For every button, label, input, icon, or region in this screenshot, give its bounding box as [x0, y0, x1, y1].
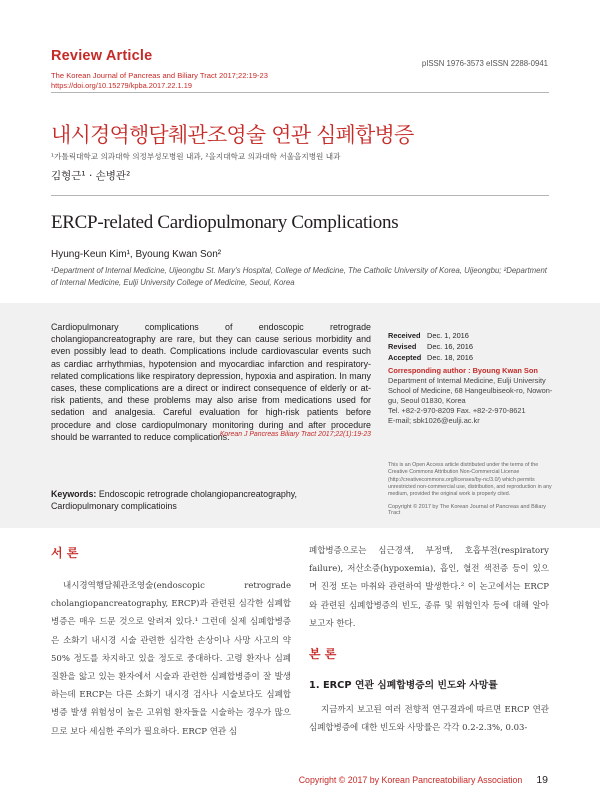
korean-title: 내시경역행담췌관조영술 연관 심폐합병증: [51, 123, 414, 147]
header-divider: [51, 92, 549, 93]
page-footer: [299, 774, 548, 786]
keywords-label: Keywords:: [51, 489, 97, 499]
english-authors: Hyung-Keun Kim¹, Byoung Kwan Son²: [51, 249, 222, 260]
korean-affiliation: ¹가톨릭대학교 의과대학 의정부성모병원 내과, ²을지대학교 의과대학 서울을지병원 내과: [51, 152, 341, 161]
journal-citation: The Korean Journal of Pancreas and Biliary Tract 2017;22:19-23: [51, 71, 268, 80]
date-value: Dec. 16, 2016: [427, 342, 474, 351]
keywords-list: Endoscopic retrograde cholangiopancreatography, Cardiopulmonary complicatioins: [51, 489, 298, 511]
doi-link[interactable]: https://doi.org/10.15279/kpba.2017.22.1.19: [51, 81, 192, 90]
open-access-notice: This is an Open Access article distributed under the terms of the Creative Commons Attribution Non-Commercial License (http://creativecommons.org/licenses/by-nc/3.0/) which permits unrestricted non-commercial use, distribution, and reproduction in any medium, provided the original work is properly cited.: [388, 462, 552, 498]
date-received: [388, 330, 473, 341]
corr-email[interactable]: E-mail; sbk1026@eulji.ac.kr: [388, 416, 480, 425]
corr-name: Byoung Kwan Son: [472, 366, 538, 375]
date-accepted: [388, 352, 473, 363]
date-value: Dec. 1, 2016: [427, 331, 469, 340]
article-dates: [388, 330, 473, 363]
issn-numbers: pISSN 1976-3573 eISSN 2288-0941: [421, 59, 548, 68]
title-divider: [51, 195, 549, 196]
intro-paragraph: 내시경역행담췌관조영술(endoscopic retrograde cholangiopancreatography, ERCP)과 관련된 심각한 심폐합병증은 매우 드문 것으로 알려져 있다.¹ 그런데 실제 심폐합병증은 소화기 내시경 시술 관련한 심각한 손상이나 사망 사고의 약 50% 정도를 차지하고 있을 정도로 중대하다. 고령 환자나 심폐 질환을 앓고 있는 환자에서 시술과 관련한 심폐합병증이 잘 발생하는데 ERCP는 다른 소화기 내시경 검사나 시술보다도 심폐합병증 발생 위험성이 높은 고위험 환자들을 시술하는 경우가 많으므로 보다 세심한 주의가 필요하다. ERCP 연관 심: [51, 581, 291, 737]
journal-copyright: Copyright © 2017 by The Korean Journal of Pancreas and Biliary Tract: [388, 504, 547, 516]
date-label: Received: [388, 331, 421, 340]
korean-authors: 김형근¹ · 손병관²: [51, 170, 131, 182]
corr-phone: Tel. +82-2-970-8209 Fax. +82-2-970-8621: [388, 406, 526, 415]
main-heading: 본 론: [309, 647, 337, 661]
intro-heading: 서 론: [51, 546, 79, 560]
article-type-label: Review Article: [51, 48, 153, 64]
english-title: ERCP-related Cardiopulmonary Complications: [51, 212, 399, 233]
keywords: [51, 488, 351, 512]
date-revised: [388, 341, 473, 352]
footer-copyright: Copyright © 2017 by Korean Pancreatobiliary Association: [298, 775, 523, 785]
abstract-citation: Korean J Pancreas Biliary Tract 2017;22(1):19-23: [219, 431, 371, 438]
abstract-text: Cardiopulmonary complications of endoscopic retrograde cholangiopancreatography are rare, but they can cause serious morbidity and even possibly lead to death. Complications include cardiovascular events such as cardiac arrhythmias, hypotension and myocardiac infarction and respiratory-related complications like respiratory depression, hypoxia and aspiration. In many cases, these complications are a direct or indirect consequence of elderly or at-risk patients, and these problems may also arise from medications used for sedation and analgesia. Careful evaluation for high-risk patients before procedure and close cardiopulmonary monitoring during and after procedure should be warranted to reduce complications.: [51, 322, 371, 442]
intro-paragraph-continued: 폐합병증으로는 심근경색, 부정맥, 호흡부전(respiratory failure), 저산소증(hypoxemia), 흡인, 혈전 색전증 등이 있으며 진정 또는 마취와 관련하여 발생한다.² 이 논고에서는 ERCP와 관련된 심폐합병증의 빈도, 종류 및 위험인자 등에 대해 알아보고자 한다.: [309, 546, 549, 629]
date-label: Revised: [388, 342, 417, 351]
corr-address: Department of Internal Medicine, Eulji University School of Medicine, 68 Hangeulbiseok-ro, Nowon-gu, Seoul 01830, Korea: [388, 376, 553, 405]
subsection-heading: 1. ERCP 연관 심폐합병증의 빈도와 사망률: [309, 680, 498, 691]
english-affiliation: ¹Department of Internal Medicine, Uijeongbu St. Mary's Hospital, College of Medicine, The Catholic University of Korea, Uijeongbu; ²Department of Internal Medicine, Eulji University College of Medicine, Seoul, Korea: [51, 266, 547, 287]
page-number: 19: [536, 774, 548, 786]
corr-label: Corresponding author :: [388, 366, 471, 375]
date-label: Accepted: [388, 353, 422, 362]
date-value: Dec. 18, 2016: [427, 353, 474, 362]
subsection-paragraph: 지금까지 보고된 여러 전향적 연구결과에 따르면 ERCP 연관 심폐합병증에 대한 빈도와 사망률은 각각 0.2-2.3%, 0.03-: [309, 705, 549, 734]
corresponding-author: [388, 366, 553, 426]
